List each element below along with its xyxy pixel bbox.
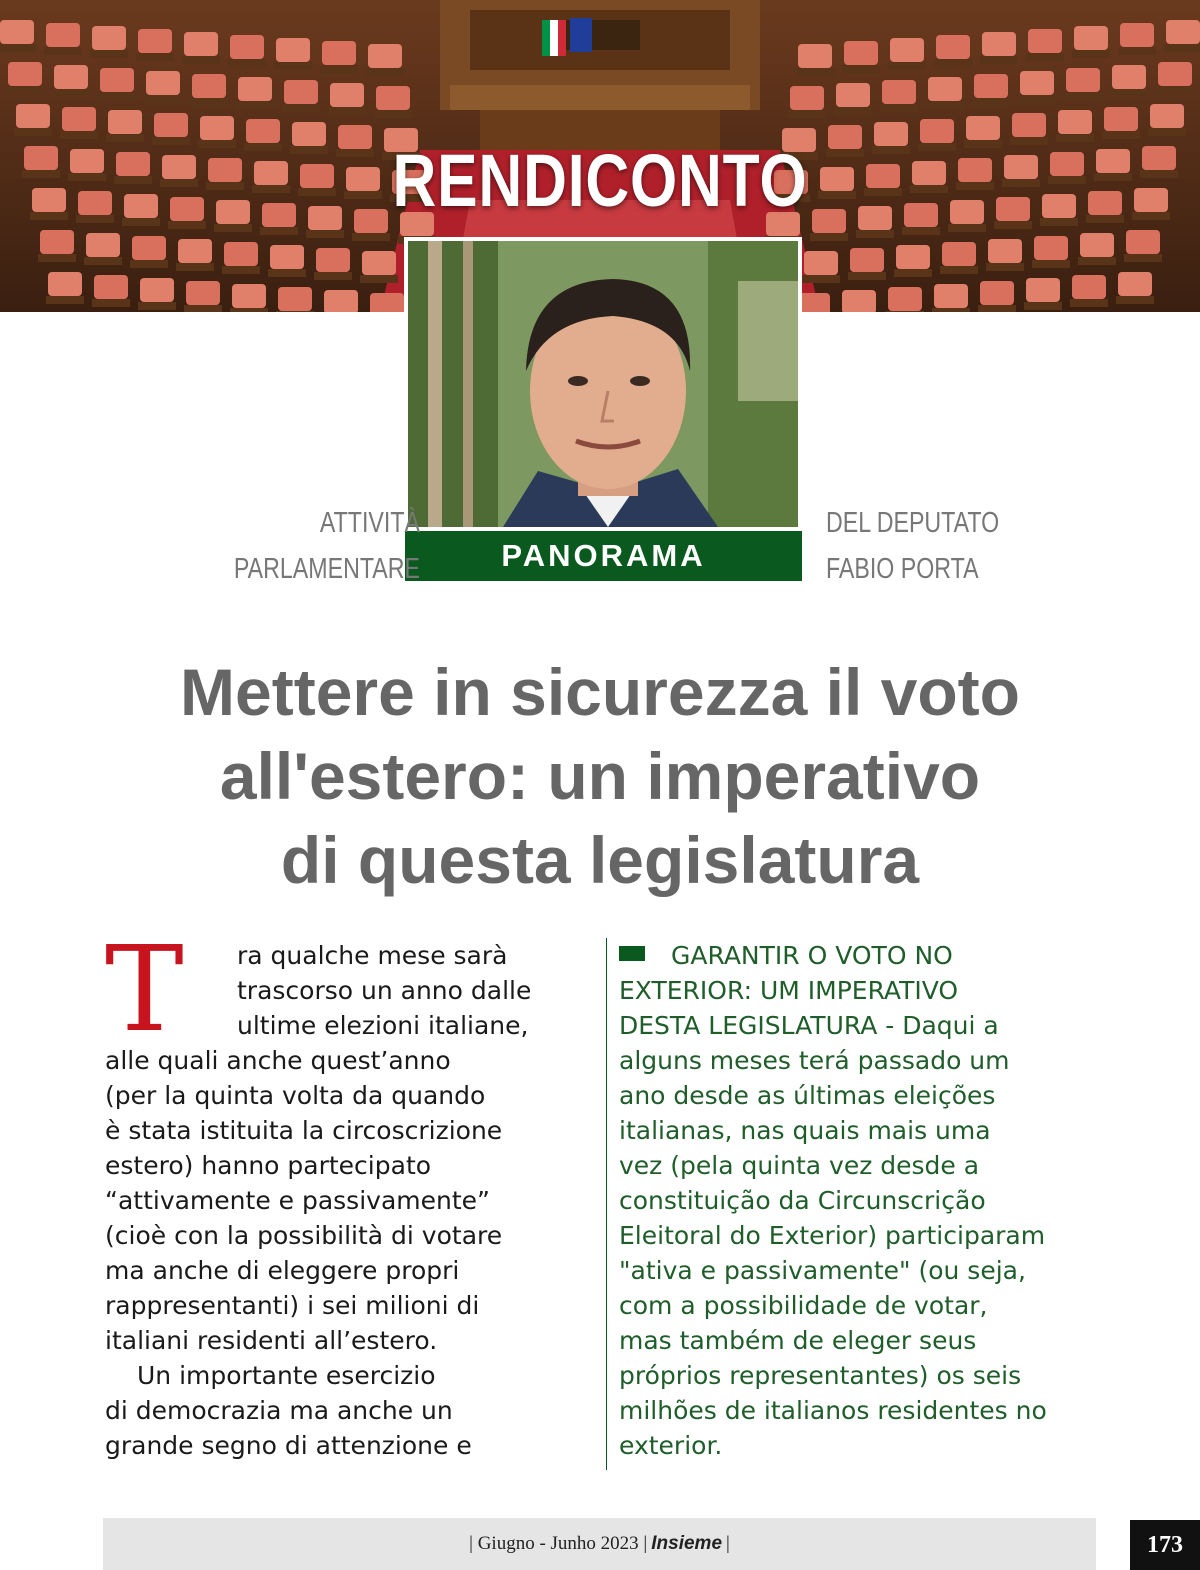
seat bbox=[980, 281, 1014, 305]
article-line: "ativa e passivamente" (ou seja, bbox=[619, 1256, 1026, 1285]
seat bbox=[362, 251, 396, 275]
desk bbox=[90, 50, 128, 58]
desk bbox=[1078, 257, 1116, 265]
seat bbox=[1096, 149, 1130, 173]
article-line: è stata istituita la circoscrizione bbox=[105, 1116, 503, 1145]
desk bbox=[366, 68, 404, 76]
desk bbox=[834, 107, 872, 115]
seat bbox=[1166, 20, 1200, 44]
seat bbox=[966, 116, 1000, 140]
seat bbox=[184, 32, 218, 56]
article-line: (cioè con la possibilità di votare bbox=[105, 1221, 503, 1250]
desk bbox=[1110, 89, 1148, 97]
label-right-line1: DEL DEPUTATO bbox=[826, 507, 1000, 539]
seat bbox=[322, 41, 356, 65]
article-line: grande segno di attenzione e bbox=[105, 1431, 472, 1460]
seat bbox=[844, 41, 878, 65]
seat bbox=[888, 287, 922, 311]
article-line: estero) hanno partecipato bbox=[105, 1151, 432, 1180]
seat bbox=[238, 77, 272, 101]
flag-green bbox=[542, 20, 550, 56]
desk bbox=[352, 233, 390, 241]
seat bbox=[86, 233, 120, 257]
desk bbox=[978, 305, 1016, 312]
article-line: milhões de italianos residentes no bbox=[619, 1396, 1047, 1425]
seat bbox=[890, 38, 924, 62]
desk bbox=[948, 224, 986, 232]
article-line: (per la quinta volta da quando bbox=[105, 1081, 486, 1110]
seat bbox=[316, 248, 350, 272]
seat bbox=[934, 284, 968, 308]
desk bbox=[1148, 128, 1186, 136]
seat bbox=[270, 245, 304, 269]
seat bbox=[278, 287, 312, 311]
desk bbox=[130, 260, 168, 268]
article-line bbox=[619, 938, 1119, 973]
desk bbox=[856, 230, 894, 238]
desk bbox=[176, 263, 214, 271]
desk bbox=[320, 65, 358, 73]
article-line: EXTERIOR: UM IMPERATIVO bbox=[619, 976, 959, 1005]
desk bbox=[848, 272, 886, 280]
seat bbox=[1026, 278, 1060, 302]
desk bbox=[68, 173, 106, 181]
desk bbox=[92, 299, 130, 307]
seat bbox=[132, 236, 166, 260]
panorama-label: PANORAMA bbox=[405, 531, 802, 581]
seat bbox=[1012, 113, 1046, 137]
seat bbox=[974, 74, 1008, 98]
seat bbox=[882, 80, 916, 104]
footer-bar bbox=[103, 1518, 1096, 1570]
desk bbox=[52, 89, 90, 97]
desk bbox=[902, 227, 940, 235]
seat bbox=[8, 62, 42, 86]
seat bbox=[178, 239, 212, 263]
article-line: ultime elezioni italiane, bbox=[237, 1011, 529, 1040]
desk bbox=[810, 233, 848, 241]
seat bbox=[154, 113, 188, 137]
seat bbox=[32, 188, 66, 212]
article-line: próprios representantes) os seis bbox=[619, 1361, 1022, 1390]
desk bbox=[136, 53, 174, 61]
article-body-portuguese bbox=[619, 938, 1119, 1463]
seat bbox=[1088, 191, 1122, 215]
headline-line1: Mettere in sicurezza il voto bbox=[180, 655, 1020, 729]
article-line: alle quali anche quest’anno bbox=[105, 1046, 451, 1075]
seat bbox=[850, 248, 884, 272]
label-right-line2: FABIO PORTA bbox=[826, 553, 979, 585]
article-line: ma anche di eleggere propri bbox=[105, 1256, 460, 1285]
desk bbox=[842, 65, 880, 73]
seat bbox=[1058, 110, 1092, 134]
desk bbox=[22, 170, 60, 178]
article-line: alguns meses terá passado um bbox=[619, 1046, 1010, 1075]
desk bbox=[14, 128, 52, 136]
seat bbox=[804, 251, 838, 275]
desk bbox=[46, 296, 84, 304]
desk bbox=[1070, 299, 1108, 307]
label-left-line1: ATTIVITÀ bbox=[319, 507, 420, 539]
desk bbox=[306, 230, 344, 238]
desk bbox=[1124, 254, 1162, 262]
seat bbox=[1134, 188, 1168, 212]
seat bbox=[324, 290, 358, 312]
seat bbox=[1066, 68, 1100, 92]
desk bbox=[228, 59, 266, 67]
seat bbox=[46, 23, 80, 47]
seat bbox=[928, 77, 962, 101]
seat bbox=[1034, 236, 1068, 260]
desk bbox=[1132, 212, 1170, 220]
desk bbox=[44, 47, 82, 55]
flag-red bbox=[558, 20, 566, 56]
article-line: exterior. bbox=[619, 1431, 723, 1460]
desk bbox=[360, 275, 398, 283]
seat bbox=[40, 230, 74, 254]
desk bbox=[374, 110, 412, 118]
desk bbox=[932, 308, 970, 312]
desk bbox=[222, 266, 260, 274]
seat bbox=[62, 107, 96, 131]
article-line: “attivamente e passivamente” bbox=[105, 1186, 490, 1215]
seat bbox=[790, 86, 824, 110]
article-line: di democrazia ma anche un bbox=[105, 1396, 453, 1425]
desk bbox=[1102, 131, 1140, 139]
section-square-icon bbox=[619, 946, 645, 961]
seat bbox=[1112, 65, 1146, 89]
article-line: DESTA LEGISLATURA - Daqui a bbox=[619, 1011, 999, 1040]
desk bbox=[144, 95, 182, 103]
desk bbox=[926, 101, 964, 109]
section-title: RENDICONTO bbox=[392, 139, 808, 222]
seat bbox=[942, 242, 976, 266]
seat bbox=[230, 35, 264, 59]
desk bbox=[1064, 92, 1102, 100]
desk bbox=[980, 56, 1018, 64]
article-headline bbox=[100, 650, 1100, 902]
drop-cap: T bbox=[105, 920, 184, 1058]
seat bbox=[284, 80, 318, 104]
article-line: vez (pela quinta vez desde a bbox=[619, 1151, 980, 1180]
desk bbox=[940, 266, 978, 274]
seat bbox=[138, 29, 172, 53]
desk bbox=[184, 305, 222, 312]
seat bbox=[16, 104, 50, 128]
flag-white bbox=[550, 20, 558, 56]
article-line: rappresentanti) i sei milioni di bbox=[105, 1291, 480, 1320]
desk bbox=[282, 104, 320, 112]
desk bbox=[802, 275, 840, 283]
desk bbox=[986, 263, 1024, 271]
label-left-line2: PARLAMENTARE bbox=[233, 553, 420, 585]
desk bbox=[1026, 53, 1064, 61]
seat bbox=[70, 149, 104, 173]
seat bbox=[224, 242, 258, 266]
seat bbox=[186, 281, 220, 305]
seat bbox=[936, 35, 970, 59]
seat bbox=[1080, 233, 1114, 257]
seat bbox=[78, 191, 112, 215]
seat bbox=[200, 116, 234, 140]
desk bbox=[886, 311, 924, 312]
desk bbox=[1116, 296, 1154, 304]
seat bbox=[1074, 26, 1108, 50]
article-line: italianas, nas quais mais uma bbox=[619, 1116, 991, 1145]
desk bbox=[888, 62, 926, 70]
seat bbox=[330, 83, 364, 107]
desk bbox=[230, 308, 268, 312]
desk bbox=[972, 98, 1010, 106]
desk bbox=[268, 269, 306, 277]
desk bbox=[934, 59, 972, 67]
seat bbox=[368, 44, 402, 68]
desk bbox=[138, 302, 176, 310]
desk bbox=[894, 269, 932, 277]
footer-issue: | Giugno - Junho 2023 | bbox=[469, 1533, 648, 1554]
desk bbox=[1018, 95, 1056, 103]
article-line-text: GARANTIR O VOTO NO bbox=[671, 941, 953, 970]
seat bbox=[276, 38, 310, 62]
desk bbox=[1094, 173, 1132, 181]
seat bbox=[896, 245, 930, 269]
article-line: ra qualche mese sarà bbox=[237, 941, 508, 970]
desk bbox=[796, 68, 834, 76]
seat bbox=[94, 275, 128, 299]
seat bbox=[376, 86, 410, 110]
page-number: 173 bbox=[1130, 1520, 1200, 1570]
desk bbox=[328, 107, 366, 115]
desk bbox=[880, 104, 918, 112]
desk bbox=[0, 44, 36, 52]
desk bbox=[84, 257, 122, 265]
desk bbox=[236, 101, 274, 109]
desk bbox=[98, 92, 136, 100]
seat bbox=[370, 293, 404, 312]
desk bbox=[30, 212, 68, 220]
seat bbox=[1120, 23, 1154, 47]
seat bbox=[1104, 107, 1138, 131]
footer-issue-end: | bbox=[726, 1533, 730, 1554]
desk bbox=[1072, 50, 1110, 58]
desk bbox=[1140, 170, 1178, 178]
headline-line3: di questa legislatura bbox=[280, 823, 920, 897]
desk bbox=[788, 110, 826, 118]
article-line: constituição da Circunscrição bbox=[619, 1186, 986, 1215]
seat bbox=[192, 74, 226, 98]
seat bbox=[54, 65, 88, 89]
desk bbox=[38, 254, 76, 262]
seat bbox=[1028, 29, 1062, 53]
article-body-italian bbox=[105, 938, 585, 1463]
desk bbox=[182, 56, 220, 64]
seat bbox=[1118, 272, 1152, 296]
desk bbox=[1156, 86, 1194, 94]
desk bbox=[1032, 260, 1070, 268]
desk bbox=[274, 62, 312, 70]
column-divider bbox=[606, 938, 607, 1470]
article-line: trascorso un anno dalle bbox=[237, 976, 532, 1005]
seat bbox=[1142, 146, 1176, 170]
seat bbox=[24, 146, 58, 170]
article-line: italiani residenti all’estero. bbox=[105, 1326, 438, 1355]
desk bbox=[214, 224, 252, 232]
seat bbox=[836, 83, 870, 107]
article-line: Un importante esercizio bbox=[137, 1361, 436, 1390]
seat bbox=[100, 68, 134, 92]
article-line: com a possibilidade de votar, bbox=[619, 1291, 988, 1320]
seat bbox=[0, 20, 34, 44]
seat bbox=[1020, 71, 1054, 95]
desk bbox=[314, 272, 352, 280]
seat bbox=[92, 26, 126, 50]
seat bbox=[1150, 104, 1184, 128]
seat bbox=[146, 71, 180, 95]
portrait-photo bbox=[404, 237, 802, 531]
headline-line2: all'estero: un imperativo bbox=[219, 739, 981, 813]
desk bbox=[1118, 47, 1156, 55]
desk bbox=[260, 227, 298, 235]
seat bbox=[232, 284, 266, 308]
seat bbox=[48, 272, 82, 296]
label-del-deputato bbox=[826, 500, 1034, 592]
deputy-portrait-illustration bbox=[408, 241, 798, 527]
desk bbox=[6, 86, 44, 94]
article-line: mas também de eleger seus bbox=[619, 1326, 977, 1355]
article-line: ano desde as últimas eleições bbox=[619, 1081, 996, 1110]
seat bbox=[988, 239, 1022, 263]
seat bbox=[108, 110, 142, 134]
seat bbox=[1158, 62, 1192, 86]
desk bbox=[1024, 302, 1062, 310]
seat bbox=[140, 278, 174, 302]
desk bbox=[60, 131, 98, 139]
desk bbox=[190, 98, 228, 106]
desk bbox=[1164, 44, 1200, 52]
seat bbox=[1072, 275, 1106, 299]
seat bbox=[1126, 230, 1160, 254]
seat bbox=[842, 290, 876, 312]
seat bbox=[982, 32, 1016, 56]
desk bbox=[276, 311, 314, 312]
seat bbox=[798, 44, 832, 68]
footer-brand-logo: Insieme bbox=[651, 1533, 723, 1554]
article-line: Eleitoral do Exterior) participaram bbox=[619, 1221, 1046, 1250]
label-attivita-parlamentare bbox=[212, 500, 420, 592]
